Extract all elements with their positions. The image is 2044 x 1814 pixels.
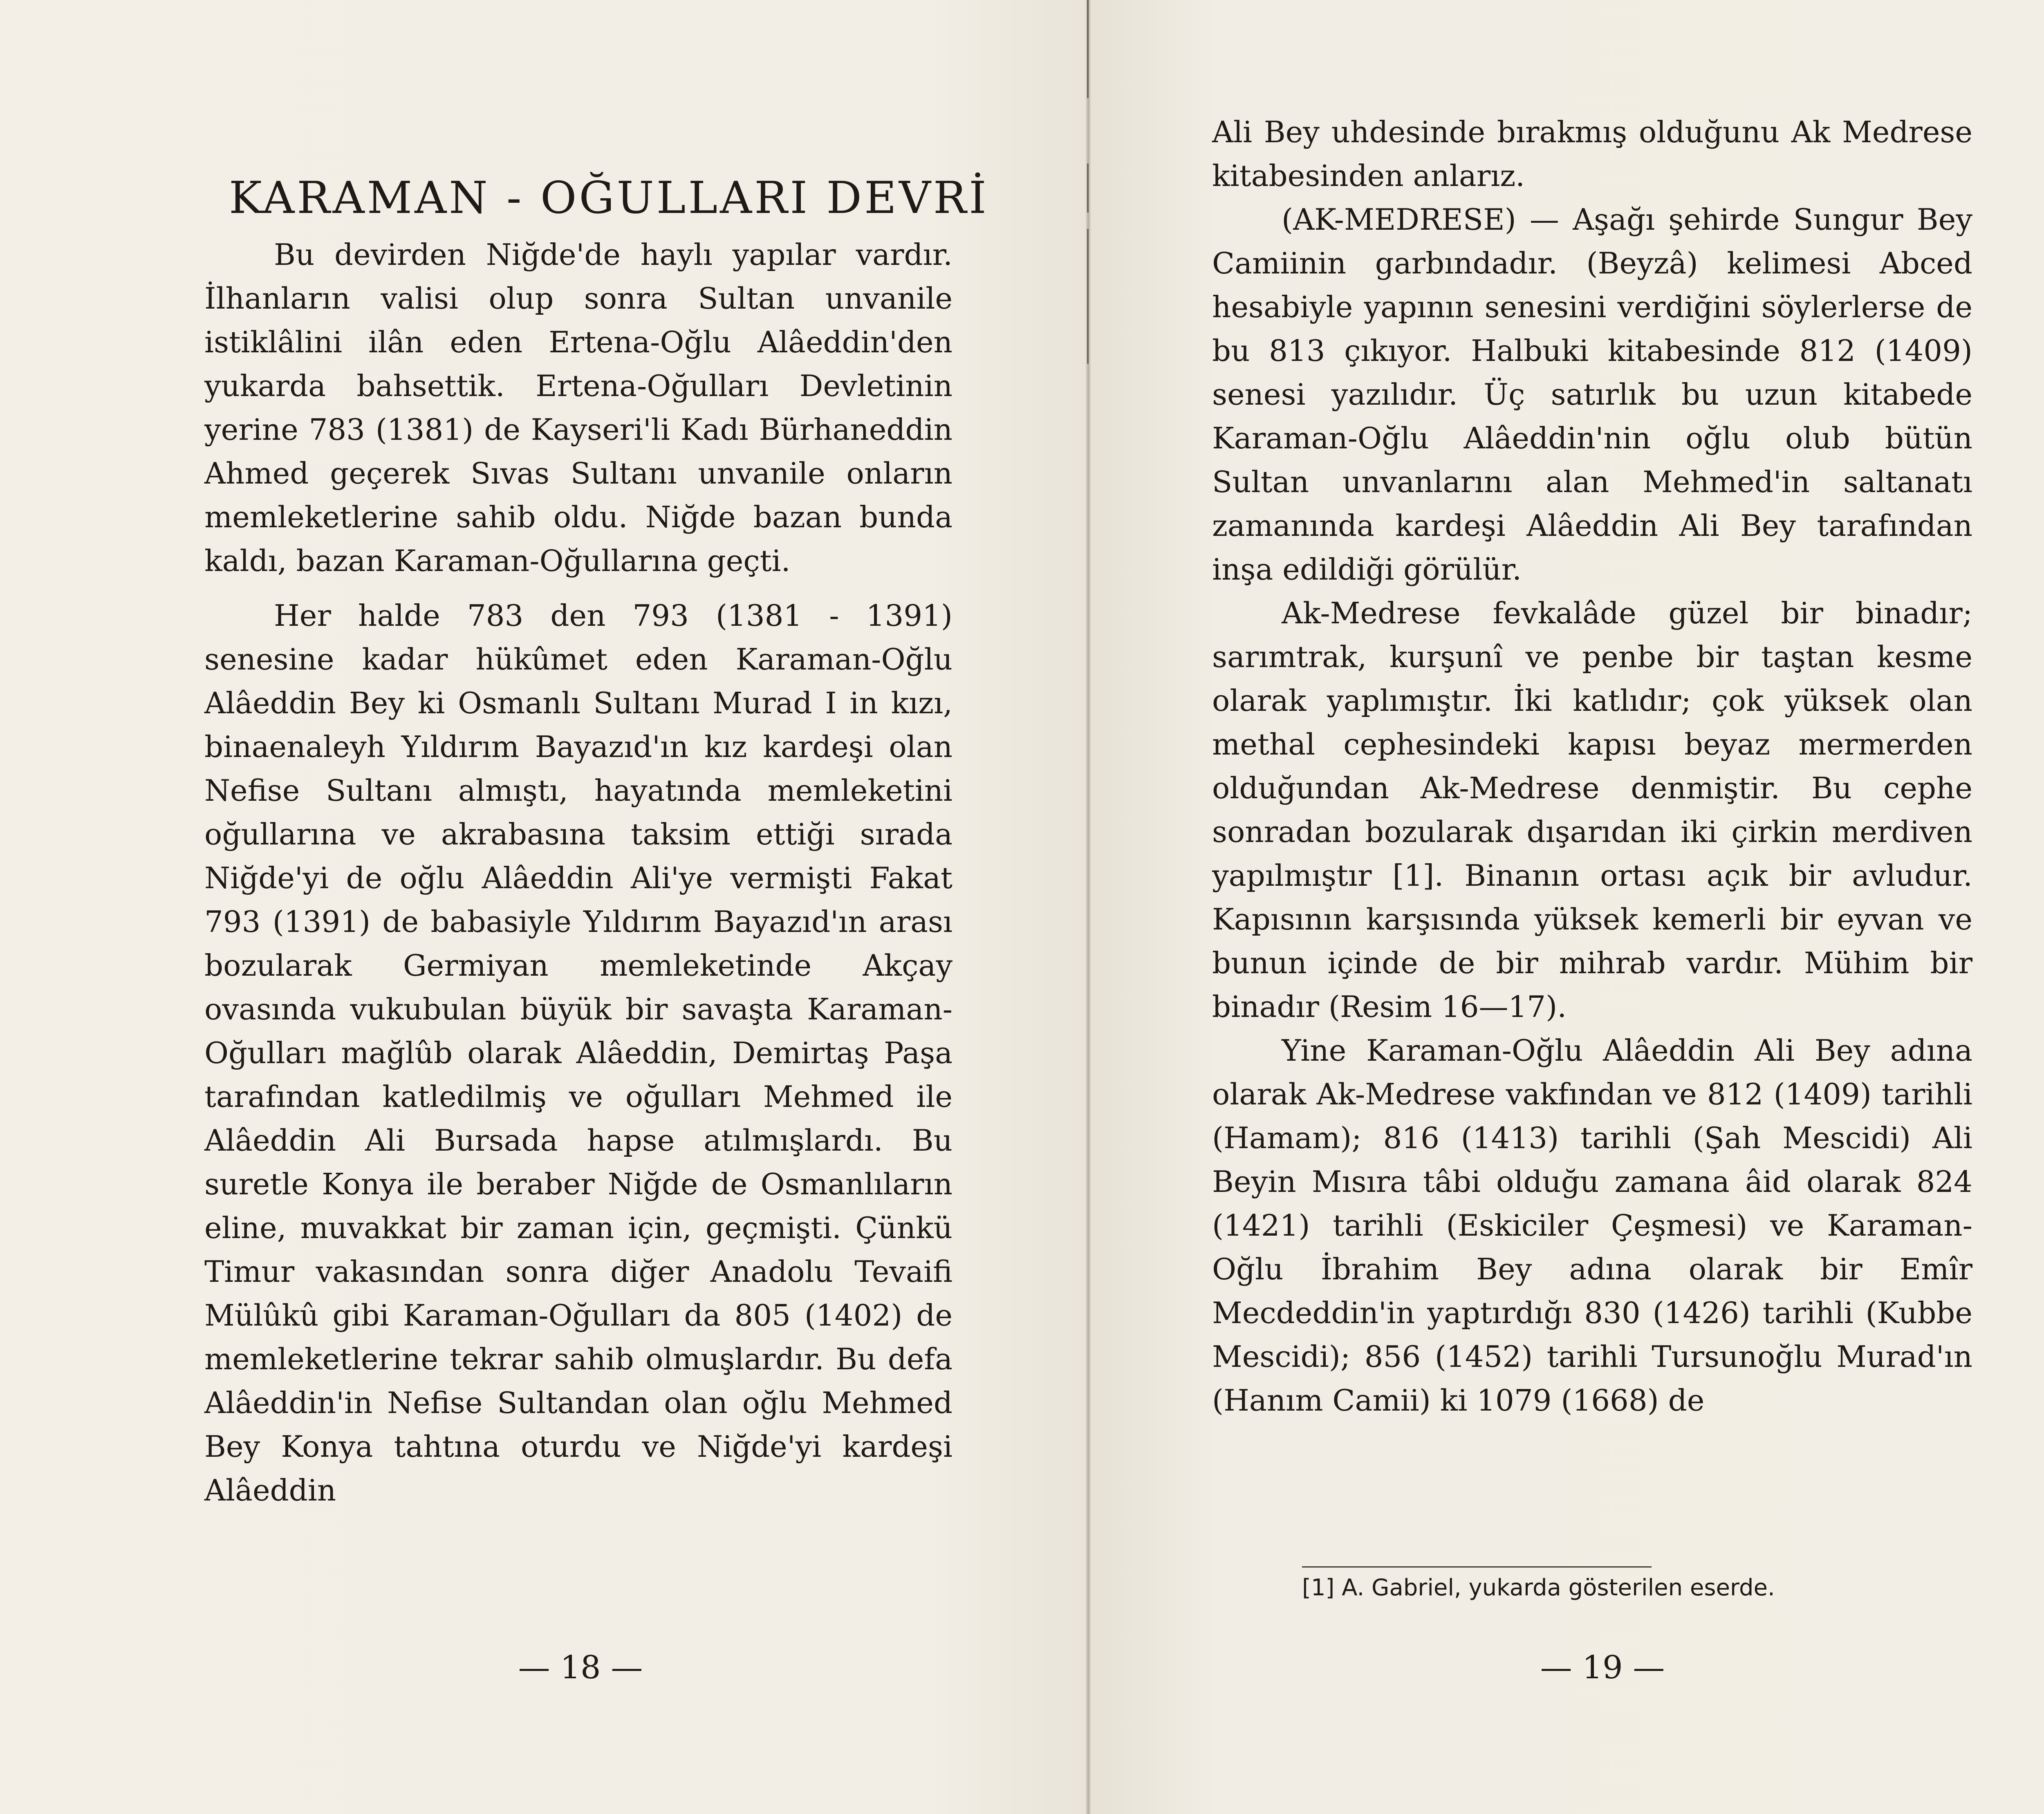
footnote: [1] A. Gabriel, yukarda gösterilen eserde. (1302, 1574, 1775, 1601)
gutter-mark (1087, 229, 1089, 364)
right-paragraph-4: Yine Karaman-Oğlu Alâeddin Ali Bey adına olarak Ak-Medrese vakfından ve 812 (1409) tarihli (Hamam); 816 (1413) tarihli (Şah Mescidi) Ali Beyin Mısıra tâbi olduğu zamana âid olarak 824 (1421) tarihli (Eskiciler Çeşmesi) ve Karaman-Oğlu İbrahim Bey adına olarak bir Emîr Mecdeddin'in yaptırdığı 830 (1426) tarihli (Kubbe Mescidi); 856 (1452) tarihli Tursunoğlu Murad'ın (Hanım Camii) ki 1079 (1668) de (1212, 1033, 1972, 1418)
footnote-rule (1302, 1566, 1652, 1568)
right-paragraph-1: Ali Bey uhdesinde bırakmış olduğunu Ak Medrese kitabesinden anlarız. (1212, 115, 1972, 193)
gutter-mark (1087, 163, 1089, 213)
gutter-mark (1087, 0, 1089, 98)
right-paragraph-3: Ak-Medrese fevkalâde güzel bir binadır; sarımtrak, kurşunî ve penbe bir taştan kesme olarak yaplımıştır. İki katlıdır; çok yüksek olan methal cephesindeki kapısı beyaz mermerden olduğundan Ak-Medrese denmiştir. Bu cephe sonradan bozularak dışarıdan iki çirkin merdiven yapılmıştır [1]. Binanın ortası açık bir avludur. Kapısının karşısında yüksek kemerli bir eyvan ve bunun içinde de bir mihrab vardır. Mühim bir binadır (Resim 16—17). (1212, 596, 1972, 1024)
right-page-number: — 19 — (1540, 1649, 1665, 1686)
right-paragraph-2: (AK-MEDRESE) — Aşağı şehirde Sungur Bey Camiinin garbındadır. (Beyzâ) kelimesi Abced hesabiyle yapının senesini verdiğini söylerlerse de bu 813 çıkıyor. Halbuki kitabesinde 812 (1409) senesi yazılıdır. Üç satırlık bu uzun kitabede Karaman-Oğlu Alâeddin'nin oğlu olub bütün Sultan unvanlarını alan Mehmed'in saltanatı zamanında kardeşi Alâeddin Ali Bey tarafından inşa edildiği görülür. (1212, 202, 1972, 587)
chapter-title: KARAMAN - OĞULLARI DEVRİ (229, 172, 989, 224)
left-page-number: — 18 — (518, 1649, 643, 1686)
left-paragraph-1: Bu devirden Niğde'de haylı yapılar vardır. İlhanların valisi olup sonra Sultan unvanile istiklâlini ilân eden Ertena-Oğlu Alâeddin'den yukarda bahsettik. Ertena-Oğulları Devletinin yerine 783 (1381) de Kayseri'li Kadı Bürhaneddin Ahmed geçerek Sıvas Sultanı unvanile onların memleketlerine sahib oldu. Niğde bazan bunda kaldı, bazan Karaman-Oğullarına geçti. (204, 237, 953, 578)
left-page-body (204, 233, 953, 1512)
left-paragraph-2: Her halde 783 den 793 (1381 - 1391) senesine kadar hükûmet eden Karaman-Oğlu Alâeddin Bey ki Osmanlı Sultanı Murad I in kızı, binaenaleyh Yıldırım Bayazıd'ın kız kardeşi olan Nefise Sultanı almıştı, hayatında memleketini oğullarına ve akrabasına taksim ettiği sırada Niğde'yi de oğlu Alâeddin Ali'ye vermişti Fakat 793 (1391) de babasiyle Yıldırım Bayazıd'ın arası bozularak Germiyan memleketinde Akçay ovasında vukubulan büyük bir savaşta Karaman-Oğulları mağlûb olarak Alâeddin, Demirtaş Paşa tarafından katledilmiş ve oğulları Mehmed ile Alâeddin Ali Bursada hapse atılmışlardı. Bu suretle Konya ile beraber Niğde de Osmanlıların eline, muvakkat bir zaman için, geçmişti. Çünkü Timur vakasından sonra diğer Anadolu Tevaifi Mülûkû gibi Karaman-Oğulları da 805 (1402) de memleketlerine tekrar sahib olmuşlardır. Bu defa Alâeddin'in Nefise Sultandan olan oğlu Mehmed Bey Konya tahtına oturdu ve Niğde'yi kardeşi Alâeddin (204, 598, 953, 1507)
right-page-body (1212, 110, 1972, 1422)
